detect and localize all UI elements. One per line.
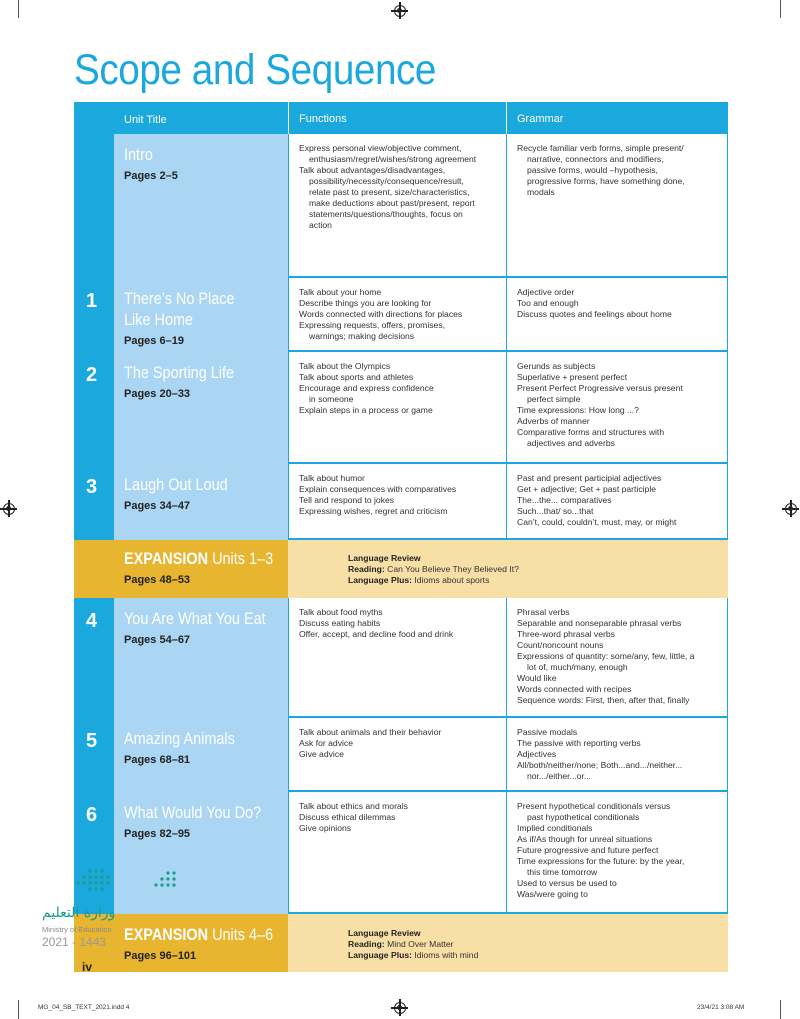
unit-number: 4	[74, 598, 114, 718]
grammar-item: Too and enough	[517, 298, 579, 308]
grammar-item: Words connected with recipes	[517, 684, 632, 694]
unit-pages: Pages 20–33	[124, 388, 191, 400]
unit-title: Like Home	[124, 310, 194, 329]
language-plus-label: Language Plus:	[348, 950, 412, 960]
functions-cell	[288, 352, 506, 464]
registration-mark-icon	[785, 503, 797, 515]
crop-mark	[18, 1000, 19, 1019]
grammar-item: nor.../either...or...	[527, 771, 592, 781]
grammar-item: modals	[527, 187, 555, 197]
grammar-item: this time tomorrow	[527, 867, 598, 877]
unit-pages: Pages 68–81	[124, 754, 191, 766]
crop-mark	[780, 1000, 781, 1019]
grammar-item: passive forms, would –hypothesis,	[527, 165, 658, 175]
grammar-item: Separable and nonseparable phrasal verbs	[517, 618, 682, 628]
grammar-item: progressive forms, have something done,	[527, 176, 685, 186]
unit-number: 5	[74, 718, 114, 792]
reading-label: Reading:	[348, 939, 385, 949]
grammar-item: Sequence words: First, then, after that, finally	[517, 695, 690, 705]
expansion-title-cell	[114, 540, 288, 598]
registration-mark-icon	[394, 5, 406, 17]
grammar-item: Can’t, could, couldn’t, must, may, or might	[517, 517, 677, 527]
function-item: Talk about sports and athletes	[299, 372, 414, 382]
function-item: Describe things you are looking for	[299, 298, 432, 308]
functions-cell	[288, 792, 506, 914]
unit-title-cell	[114, 134, 288, 278]
grammar-item: Three-word phrasal verbs	[517, 629, 615, 639]
unit-number: 1	[74, 278, 114, 352]
unit-row	[74, 134, 728, 278]
grammar-item: Count/noncount nouns	[517, 640, 604, 650]
function-item: Offer, accept, and decline food and drink	[299, 629, 454, 639]
function-item: Express personal view/objective comment,	[299, 143, 462, 153]
unit-number: 6	[74, 792, 114, 914]
function-item: Expressing requests, offers, promises,	[299, 320, 445, 330]
grammar-item: Time expressions for the future: by the year,	[517, 856, 685, 866]
function-item: Ask for advice	[299, 738, 353, 748]
header-num-cell	[74, 102, 114, 134]
function-item: Talk about ethics and morals	[299, 801, 408, 811]
grammar-cell	[506, 718, 728, 792]
grammar-item: narrative, connectors and modifiers,	[527, 154, 664, 164]
crop-mark	[780, 0, 781, 18]
grammar-item: Was/were going to	[517, 889, 588, 899]
unit-pages: Pages 2–5	[124, 170, 178, 182]
unit-pages: Pages 34–47	[124, 500, 191, 512]
function-item: Encourage and express confidence	[299, 383, 434, 393]
unit-pages: Pages 82–95	[124, 828, 191, 840]
unit-title-cell	[114, 352, 288, 464]
functions-cell	[288, 598, 506, 718]
unit-number: 3	[74, 464, 114, 540]
grammar-cell	[506, 792, 728, 914]
function-item: possibility/necessity/consequence/result,	[309, 176, 464, 186]
unit-title-cell	[114, 598, 288, 718]
grammar-item: lot of, much/many, enough	[527, 662, 628, 672]
header-grammar: Grammar	[506, 102, 728, 134]
function-item: statements/questions/thoughts, focus on	[309, 209, 463, 219]
function-item: Talk about the Olympics	[299, 361, 391, 371]
grammar-item: adjectives and adverbs	[527, 438, 615, 448]
grammar-item: Adverbs of manner	[517, 416, 590, 426]
function-item: Words connected with directions for places	[299, 309, 463, 319]
unit-title: You Are What You Eat	[124, 609, 266, 628]
function-item: Explain consequences with comparatives	[299, 484, 457, 494]
function-item: in someone	[309, 394, 354, 404]
unit-pages: Pages 6–19	[124, 335, 184, 347]
function-item: Talk about advantages/disadvantages,	[299, 165, 446, 175]
unit-title: What Would You Do?	[124, 803, 262, 822]
function-item: make deductions about past/present, report	[309, 198, 475, 208]
grammar-item: Would like	[517, 673, 557, 683]
language-plus-text: Idioms with mind	[414, 950, 479, 960]
registration-mark-icon	[394, 1002, 406, 1014]
language-plus-text: Idioms about sports	[414, 575, 490, 585]
grammar-cell	[506, 278, 728, 352]
page-number: iv	[82, 960, 93, 974]
grammar-item: Expressions of quantity: some/any, few, little, a	[517, 651, 695, 661]
grammar-item: Used to versus be used to	[517, 878, 617, 888]
expansion-pages: Pages 96–101	[124, 950, 197, 962]
reading-label: Reading:	[348, 564, 385, 574]
function-item: enthusiasm/regret/wishes/strong agreement	[309, 154, 477, 164]
watermark-english: Ministry of Education	[42, 925, 112, 934]
crop-mark	[18, 0, 19, 18]
grammar-item: Such...that/ so...that	[517, 506, 594, 516]
language-review-heading: Language Review	[348, 928, 421, 938]
unit-row	[74, 598, 728, 718]
unit-row	[74, 464, 728, 540]
grammar-item: past hypothetical conditionals	[527, 812, 640, 822]
unit-pages: Pages 54–67	[124, 634, 191, 646]
language-review-cell	[288, 540, 728, 598]
function-item: relate past to present, size/characteristics,	[309, 187, 470, 197]
registration-mark-icon	[3, 503, 15, 515]
header-functions: Functions	[288, 102, 506, 134]
function-item: Expressing wishes, regret and criticism	[299, 506, 448, 516]
grammar-item: Phrasal verbs	[517, 607, 570, 617]
grammar-item: Past and present participial adjectives	[517, 473, 662, 483]
functions-cell	[288, 464, 506, 540]
unit-number	[74, 134, 114, 278]
function-item: Discuss ethical dilemmas	[299, 812, 396, 822]
grammar-item: The...the... comparatives	[517, 495, 612, 505]
functions-cell	[288, 134, 506, 278]
unit-title: Amazing Animals	[124, 729, 235, 748]
grammar-cell	[506, 134, 728, 278]
functions-cell	[288, 718, 506, 792]
unit-title-cell	[114, 278, 288, 352]
grammar-cell	[506, 598, 728, 718]
function-item: Talk about food myths	[299, 607, 383, 617]
header-unit-title: Unit Title	[114, 102, 288, 134]
function-item: Talk about your home	[299, 287, 382, 297]
grammar-item: Present hypothetical conditionals versus	[517, 801, 671, 811]
language-plus-label: Language Plus:	[348, 575, 412, 585]
grammar-cell	[506, 352, 728, 464]
grammar-item: Future progressive and future perfect	[517, 845, 659, 855]
reading-title: Can You Believe They Believed It?	[387, 564, 519, 574]
function-item: Give advice	[299, 749, 344, 759]
grammar-item: Recycle familiar verb forms, simple present/	[517, 143, 684, 153]
function-item: Tell and respond to jokes	[299, 495, 395, 505]
footer-timestamp: 23/4/21 3:08 AM	[697, 1004, 745, 1011]
grammar-item: As if/As though for unreal situations	[517, 834, 653, 844]
grammar-item: Present Perfect Progressive versus present	[517, 383, 683, 393]
table-header	[74, 102, 728, 134]
watermark-arabic: وزارة التعليم	[42, 905, 116, 921]
unit-title-cell	[114, 464, 288, 540]
unit-rows-group	[74, 134, 728, 540]
function-item: Give opinions	[299, 823, 352, 833]
expansion-label: EXPANSION	[124, 925, 209, 944]
language-review-heading: Language Review	[348, 553, 421, 563]
grammar-item: Adjective order	[517, 287, 575, 297]
language-review-cell	[288, 914, 728, 972]
unit-row	[74, 718, 728, 792]
grammar-item: Comparative forms and structures with	[517, 427, 665, 437]
function-item: warnings; making decisions	[309, 331, 415, 341]
grammar-item: Time expressions: How long ...?	[517, 405, 639, 415]
function-item: Explain steps in a process or game	[299, 405, 433, 415]
function-item: Discuss eating habits	[299, 618, 381, 628]
unit-number: 2	[74, 352, 114, 464]
scope-sequence-table	[74, 102, 728, 972]
reading-title: Mind Over Matter	[387, 939, 454, 949]
grammar-item: Implied conditionals	[517, 823, 593, 833]
functions-cell	[288, 278, 506, 352]
expansion-title	[124, 548, 274, 569]
expansion-units: Units 1–3	[212, 549, 274, 568]
grammar-item: The passive with reporting verbs	[517, 738, 641, 748]
function-item: Talk about humor	[299, 473, 365, 483]
grammar-item: Get + adjective; Get + past participle	[517, 484, 657, 494]
watermark-year: 2021 - 1443	[42, 935, 107, 949]
grammar-cell	[506, 464, 728, 540]
grammar-item: perfect simple	[527, 394, 581, 404]
unit-title: Intro	[124, 145, 153, 164]
unit-title: There’s No Place	[124, 289, 235, 308]
unit-title-cell	[114, 718, 288, 792]
unit-row	[74, 352, 728, 464]
unit-row	[74, 278, 728, 352]
grammar-item: Discuss quotes and feelings about home	[517, 309, 672, 319]
function-item: action	[309, 220, 332, 230]
grammar-item: Passive modals	[517, 727, 578, 737]
expansion-pages: Pages 48–53	[124, 574, 191, 586]
footer-file-info: MG_04_SB_TEXT_2021.indd 4	[38, 1004, 130, 1011]
expansion-row	[74, 540, 728, 598]
function-item: Talk about animals and their behavior	[299, 727, 442, 737]
unit-title: Laugh Out Loud	[124, 475, 228, 494]
grammar-item: All/both/neither/none; Both...and.../neither...	[517, 760, 683, 770]
unit-title: The Sporting Life	[124, 363, 235, 382]
expansion-num-cell	[74, 540, 114, 598]
grammar-item: Superlative + present perfect	[517, 372, 628, 382]
grammar-item: Gerunds as subjects	[517, 361, 596, 371]
grammar-item: Adjectives	[517, 749, 557, 759]
expansion-label: EXPANSION	[124, 549, 209, 568]
page-title: Scope and Sequence	[74, 46, 437, 94]
expansion-units: Units 4–6	[212, 925, 274, 944]
